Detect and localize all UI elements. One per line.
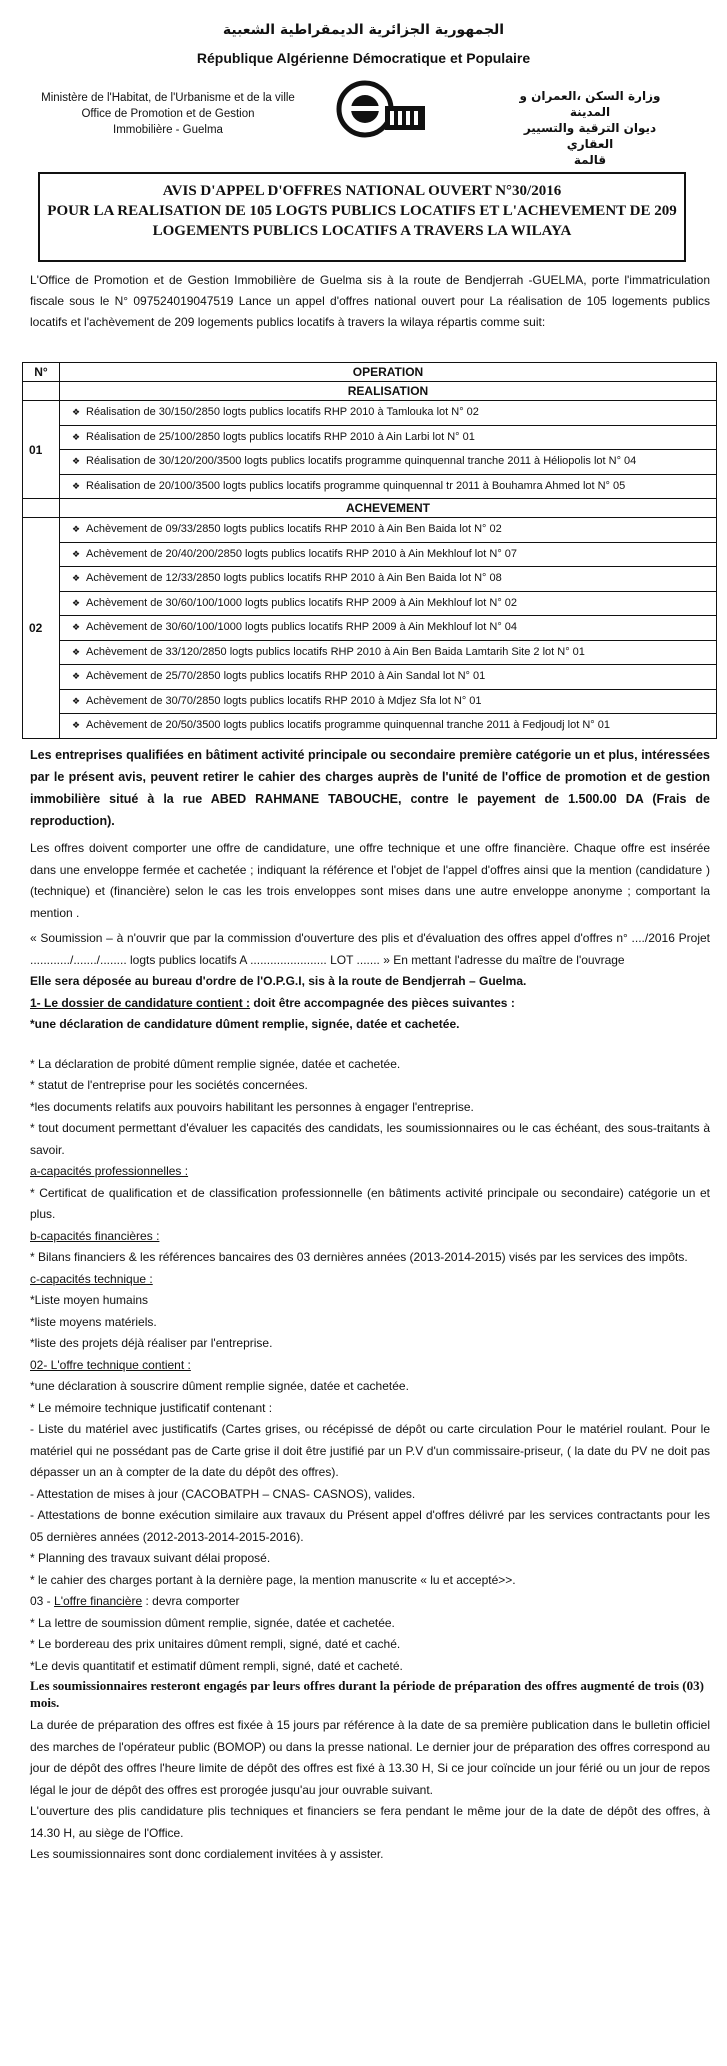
diamond-bullet-icon: ❖ bbox=[72, 720, 81, 730]
list-item: ❖ Achèvement de 30/70/2850 logts publics locatifs RHP 2010 à Mdjez Sfa lot N° 01 bbox=[60, 690, 716, 715]
diamond-bullet-icon: ❖ bbox=[72, 671, 81, 681]
section-1-item: *une déclaration de candidature dûment remplie, signée, datée et cachetée. bbox=[30, 1017, 460, 1031]
diamond-bullet-icon: ❖ bbox=[72, 622, 81, 632]
list-item: ❖ Réalisation de 20/100/3500 logts publics locatifs programme quinquennal tr 2011 à Bouhamra Ahmed lot N° 05 bbox=[60, 475, 716, 499]
section-2-item: - Liste du matériel avec justificatifs (Cartes grises, ou récépissé de dépôt ou carte circulation Pour le matériel roulant. Pour le matériel qui ne possédant pas de Carte grise il doit être justifié par un P.V d'un commissaire-priseur, ( la date du PV ne doit pas dépasser un an à compter de la date du dépôt des offres). bbox=[30, 1422, 710, 1479]
ministry-arabic-line: ديوان الترقية والتسيير العقاري bbox=[523, 121, 657, 151]
section-1-heading bbox=[30, 993, 710, 1015]
section-2-item: * le cahier des charges portant à la dernière page, la mention manuscrite « lu et accepté>>. bbox=[30, 1572, 516, 1587]
section-2-item: * Planning des travaux suivant délai proposé. bbox=[30, 1551, 271, 1565]
conditions-section bbox=[30, 838, 710, 1866]
engagement-paragraph: Les soumissionnaires resteront engagés par leurs offres durant la période de préparation des offres augmenté de trois (03) mois. bbox=[30, 1678, 704, 1710]
operations-table bbox=[22, 362, 717, 739]
section-3-item: * La lettre de soumission dûment remplie, signée, datée et cachetée. bbox=[30, 1615, 395, 1630]
diamond-bullet-icon: ❖ bbox=[72, 695, 81, 706]
col-header-operation: OPERATION bbox=[60, 363, 717, 382]
section-1-item: *les documents relatifs aux pouvoirs habilitant les personnes à engager l'entreprise. bbox=[30, 1099, 474, 1114]
col-header-number: N° bbox=[23, 363, 60, 382]
section-3-item: *Le devis quantitatif et estimatif dûment rempli, signé, daté et cacheté. bbox=[30, 1658, 403, 1673]
row-number: 02 bbox=[23, 518, 60, 739]
diamond-bullet-icon: ❖ bbox=[72, 480, 81, 491]
avis-title-line: LOGEMENTS PUBLICS LOCATIFS A TRAVERS LA WILAYA bbox=[152, 223, 572, 239]
depot-paragraph: Elle sera déposée au bureau d'ordre de l'O.P.G.I, sis à la route de Bendjerrah – Guelma. bbox=[30, 974, 527, 988]
avis-title-line: POUR LA REALISATION DE 105 LOGTS PUBLICS LOCATIFS ET L'ACHEVEMENT DE 209 bbox=[47, 203, 677, 219]
section-1-item: * La déclaration de probité dûment remplie signée, datée et cachetée. bbox=[30, 1056, 401, 1071]
section-2-item: - Attestation de mises à jour (CACOBATPH – CNAS- CASNOS), valides. bbox=[30, 1486, 416, 1501]
diamond-bullet-icon: ❖ bbox=[72, 524, 81, 534]
list-item: ❖ Réalisation de 30/120/200/3500 logts publics locatifs programme quinquennal tranche 2011 à Héliopolis lot N° 04 bbox=[60, 450, 716, 475]
ministry-line: Office de Promotion et de Gestion bbox=[81, 108, 255, 120]
section-2-item: - Attestations de bonne exécution similaire aux travaux du Présent appel d'offres délivré par les services contractants pour les 05 dernières années (2012-2013-2014-2015-2016). bbox=[30, 1508, 710, 1544]
ministry-arabic-line: وزارة السكن ،العمران و المدينة bbox=[519, 89, 661, 119]
ministry-block bbox=[18, 90, 318, 138]
section-2-item: *une déclaration à souscrire dûment remplie signée, datée et cachetée. bbox=[30, 1379, 409, 1393]
arabic-republic-title: الجمهورية الجزائرية الديمقراطية الشعبية bbox=[222, 22, 505, 38]
section-achevement-title: ACHEVEMENT bbox=[60, 499, 717, 518]
diamond-bullet-icon: ❖ bbox=[72, 573, 81, 583]
capacites-technique-item: *Liste moyen humains bbox=[30, 1293, 149, 1307]
diamond-bullet-icon: ❖ bbox=[72, 548, 81, 559]
ministry-line: Immobilière - Guelma bbox=[113, 124, 223, 136]
list-item: ❖ Achèvement de 33/120/2850 logts publics locatifs RHP 2010 à Ain Ben Baida Lamtarih Site 2 lot N° 01 bbox=[60, 641, 716, 666]
section-3-tail: : devra comporter bbox=[142, 1594, 240, 1608]
capacites-technique-item: *liste moyens matériels. bbox=[30, 1314, 157, 1329]
section-1-tail: doit être accompagnée des pièces suivantes : bbox=[250, 995, 515, 1010]
section-2-title: 02- L'offre technique contient : bbox=[30, 1357, 191, 1372]
ouverture-paragraph: L'ouverture des plis candidature plis techniques et financiers se fera pendant le même jour de la date de dépôt des offres, à 14.30 H, au siège de l'Office. bbox=[30, 1804, 710, 1840]
capacites-financieres-title: b-capacités financières : bbox=[30, 1228, 160, 1243]
capacites-professionnelles-text: * Certificat de qualification et de classification professionnelle (en bâtiments activité principale ou secondaire) catégorie un et plus. bbox=[30, 1185, 710, 1221]
list-item: ❖ Réalisation de 30/150/2850 logts publics locatifs RHP 2010 à Tamlouka lot N° 02 bbox=[60, 401, 716, 426]
soumission-paragraph: « Soumission – à n'ouvrir que par la commission d'ouverture des plis et d'évaluation des offres appel d'offres n° ..../2016 Projet ............/......./........ logts publics locatifs A ....................... LOT ....... » En mettant l'adresse du maître de l'ouvrage bbox=[30, 931, 710, 967]
avis-title-line: AVIS D'APPEL D'OFFRES NATIONAL OUVERT N°30/2016 bbox=[162, 183, 562, 199]
list-item: ❖ Achèvement de 12/33/2850 logts publics locatifs RHP 2010 à Ain Ben Baida lot N° 08 bbox=[60, 567, 716, 592]
capacites-financieres-text: * Bilans financiers & les références bancaires des 03 dernières années (2013-2014-2015) visés par les services des impôts. bbox=[30, 1250, 688, 1264]
section-3-item: * Le bordereau des prix unitaires dûment rempli, signé, daté et caché. bbox=[30, 1637, 401, 1651]
list-item: ❖ Achèvement de 25/70/2850 logts publics locatifs RHP 2010 à Ain Sandal lot N° 01 bbox=[60, 665, 716, 690]
section-realisation-title: REALISATION bbox=[60, 382, 717, 401]
row-number: 01 bbox=[23, 401, 60, 499]
capacites-professionnelles-title: a-capacités professionnelles : bbox=[30, 1164, 189, 1178]
diamond-bullet-icon: ❖ bbox=[72, 407, 81, 417]
section-3-heading bbox=[30, 1591, 710, 1613]
qualification-paragraph: Les entreprises qualifiées en bâtiment activité principale ou secondaire première catégorie un et plus, intéressées par le présent avis, peuvent retirer le cahier des charges auprès de l'unité de l'office de promotion et de gestion immobilière situé à la rue ABED RAHMANE TABOUCHE, contre le payement de 1.500.00 DA (Frais de reproduction). bbox=[30, 748, 710, 828]
invitation-paragraph: Les soumissionnaires sont donc cordialement invitées à y assister. bbox=[30, 1847, 384, 1861]
list-item: ❖ Réalisation de 25/100/2850 logts publics locatifs RHP 2010 à Ain Larbi lot N° 01 bbox=[60, 426, 716, 451]
avis-title-box bbox=[38, 172, 686, 262]
diamond-bullet-icon: ❖ bbox=[72, 646, 81, 657]
section-1-item: * statut de l'entreprise pour les sociétés concernées. bbox=[30, 1078, 308, 1092]
realisation-items bbox=[60, 401, 717, 499]
list-item: ❖ Achèvement de 09/33/2850 logts publics locatifs RHP 2010 à Ain Ben Baida lot N° 02 bbox=[60, 518, 716, 543]
offers-paragraph: Les offres doivent comporter une offre de candidature, une offre technique et une offre financière. Chaque offre est insérée dans une enveloppe fermée et cachetée ; indiquant la référence et l'objet de l'appel d'offres ainsi que la mention (candidature ) (technique) et (financière) selon le cas les trois enveloppes sont mises dans une autre enveloppe anonyme ; comportant la mention . bbox=[30, 841, 710, 920]
list-item: ❖ Achèvement de 20/50/3500 logts publics locatifs programme quinquennal tranche 2011 à Fedjoudj lot N° 01 bbox=[60, 714, 716, 738]
achevement-items bbox=[60, 518, 717, 739]
section-2-item: * Le mémoire technique justificatif contenant : bbox=[30, 1400, 273, 1415]
preparation-paragraph: La durée de préparation des offres est fixée à 15 jours par référence à la date de sa première publication dans le bulletin officiel des marches de l'opérateur public (BOMOP) ou dans la presse national. Le dernier jour de préparation des offres correspond au jour de dépôt des offres l'heure limite de dépôt des offres est fixé à 13.30 H, Si ce jour coïncide un jour férié ou un jour de repos légal le jour de dépôt des offres est prorogée jusqu'au jour ouvrable suivant. bbox=[30, 1718, 710, 1797]
section-3-title: L'offre financière bbox=[54, 1594, 143, 1608]
ministry-arabic-block bbox=[500, 88, 680, 168]
french-republic-title: République Algérienne Démocratique et Populaire bbox=[196, 50, 531, 66]
intro-paragraph: L'Office de Promotion et de Gestion Immobilière de Guelma sis à la route de Bendjerrah -GUELMA, porte l'immatriculation fiscale sous le N° 097524019047519 Lance un appel d'offres national ouvert pour La réalisation de 105 logements publics locatifs et l'achèvement de 209 logements publics locatifs à travers la wilaya répartis comme suit: bbox=[30, 273, 710, 329]
diamond-bullet-icon: ❖ bbox=[72, 456, 81, 466]
section-3-prefix: 03 - bbox=[30, 1594, 55, 1608]
diamond-bullet-icon: ❖ bbox=[72, 431, 81, 442]
opgi-logo bbox=[335, 80, 427, 138]
capacites-technique-item: *liste des projets déjà réaliser par l'entreprise. bbox=[30, 1336, 273, 1350]
section-1-item: * tout document permettant d'évaluer les capacités des candidats, les soumissionnaires ou le cas échéant, des sous-traitants à savoir. bbox=[30, 1121, 710, 1157]
list-item: ❖ Achèvement de 30/60/100/1000 logts publics locatifs RHP 2009 à Ain Mekhlouf lot N° 04 bbox=[60, 616, 716, 641]
section-1-title: 1- Le dossier de candidature contient : bbox=[30, 995, 251, 1010]
ministry-arabic-line: قالمة bbox=[573, 153, 607, 167]
capacites-technique-title: c-capacités technique : bbox=[30, 1271, 153, 1286]
diamond-bullet-icon: ❖ bbox=[72, 597, 81, 608]
list-item: ❖ Achèvement de 20/40/200/2850 logts publics locatifs RHP 2010 à Ain Mekhlouf lot N° 07 bbox=[60, 543, 716, 568]
list-item: ❖ Achèvement de 30/60/100/1000 logts publics locatifs RHP 2009 à Ain Mekhlouf lot N° 02 bbox=[60, 592, 716, 617]
ministry-line: Ministère de l'Habitat, de l'Urbanisme et de la ville bbox=[41, 92, 295, 104]
